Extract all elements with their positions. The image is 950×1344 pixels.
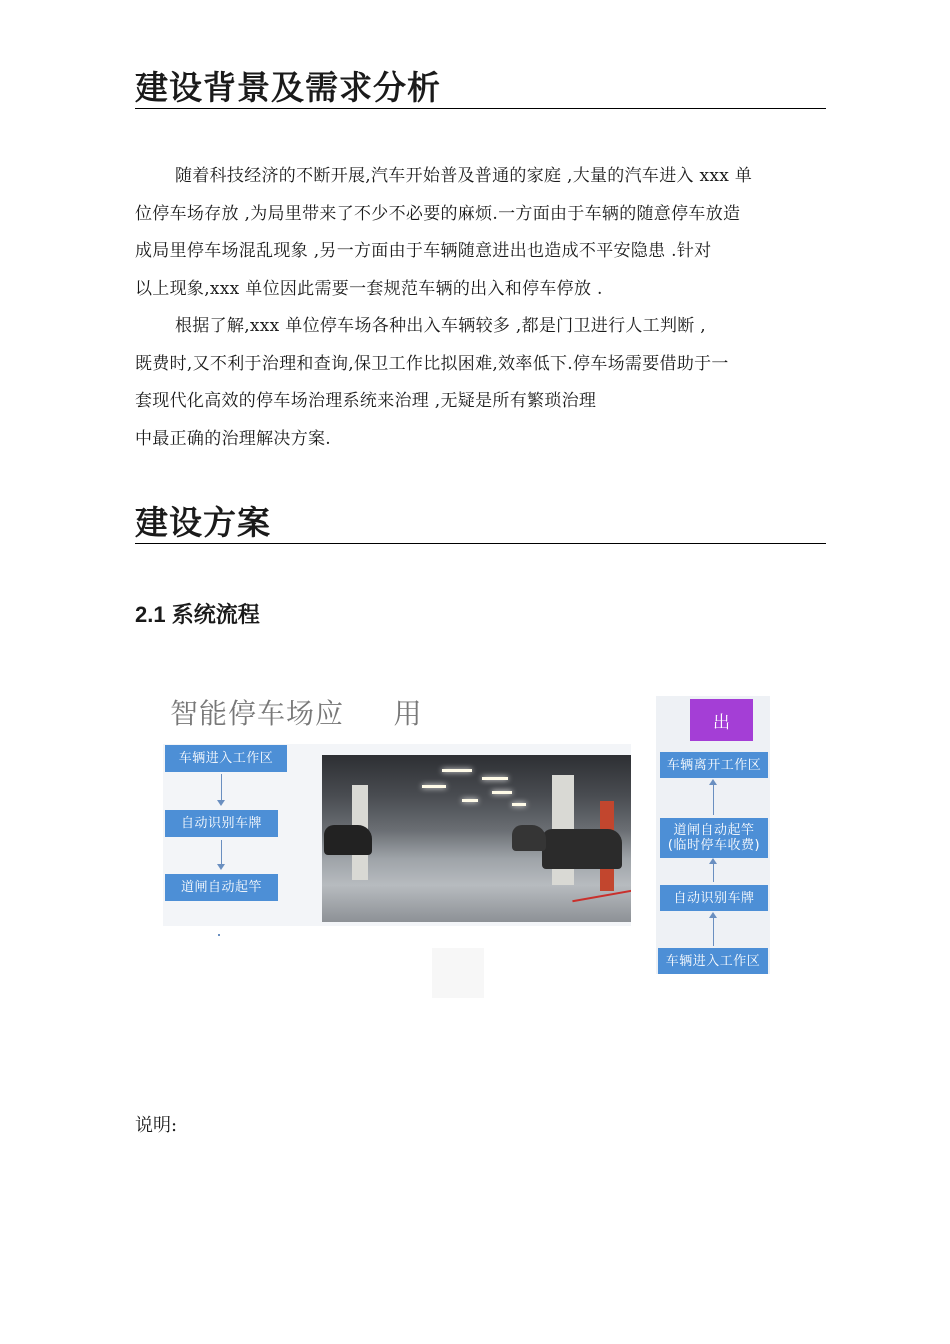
section-heading-background: 建设背景及需求分析 xyxy=(135,68,826,109)
flow-arrow xyxy=(713,914,714,946)
flow-arrow xyxy=(713,781,714,815)
paragraph-line: 中最正确的治理解决方案. xyxy=(135,428,332,449)
parking-garage-photo xyxy=(322,755,631,922)
flow-box-recognize-exit: 自动识别车牌 xyxy=(660,885,768,911)
flow-box-gate-fee: 道闸自动起竿 (临时停车收费) xyxy=(660,818,768,858)
paragraph-line: 既费时,又不利于治理和查询,保卫工作比拟困难,效率低下.停车场需要借助于一 xyxy=(135,353,729,374)
flow-box-recognize: 自动识别车牌 xyxy=(165,810,278,837)
flow-box-leave: 车辆离开工作区 xyxy=(660,752,768,778)
paragraph-line: 随着科技经济的不断开展,汽车开始普及普通的家庭 ,大量的汽车进入 xxx 单 xyxy=(175,166,753,186)
flow-arrow xyxy=(713,860,714,882)
paragraph-line: 套现代化高效的停车场治理系统来治理 ,无疑是所有繁琐治理 xyxy=(135,391,597,411)
flow-box-gate: 道闸自动起竿 xyxy=(165,874,278,901)
note-label: 说明: xyxy=(135,1115,178,1136)
flow-arrow xyxy=(221,774,222,804)
exit-box: 出 xyxy=(690,699,753,741)
flow-box-enter-exit: 车辆进入工作区 xyxy=(658,948,768,974)
paragraph-background-2 xyxy=(135,308,826,458)
paragraph-background-1 xyxy=(135,158,826,308)
paragraph-line: 成局里停车场混乱现象 ,另一方面由于车辆随意进出也造成不平安隐患 .针对 xyxy=(135,241,712,261)
figure-title: 智能停车场应 用 xyxy=(170,697,423,730)
paragraph-line: 位停车场存放 ,为局里带来了不少不必要的麻烦.一方面由于车辆的随意停车放造 xyxy=(135,203,741,224)
flow-arrow xyxy=(221,840,222,868)
flow-dot xyxy=(218,934,220,936)
section-heading-plan: 建设方案 xyxy=(135,503,826,544)
placeholder-box xyxy=(432,948,484,998)
paragraph-line: 以上现象,xxx 单位因此需要一套规范车辆的出入和停车停放 . xyxy=(135,278,603,299)
paragraph-line: 根据了解,xxx 单位停车场各种出入车辆较多 ,都是门卫进行人工判断 , xyxy=(175,316,706,336)
flow-box-enter: 车辆进入工作区 xyxy=(165,745,287,772)
subsection-heading-flow: 2.1 系统流程 xyxy=(135,602,260,627)
